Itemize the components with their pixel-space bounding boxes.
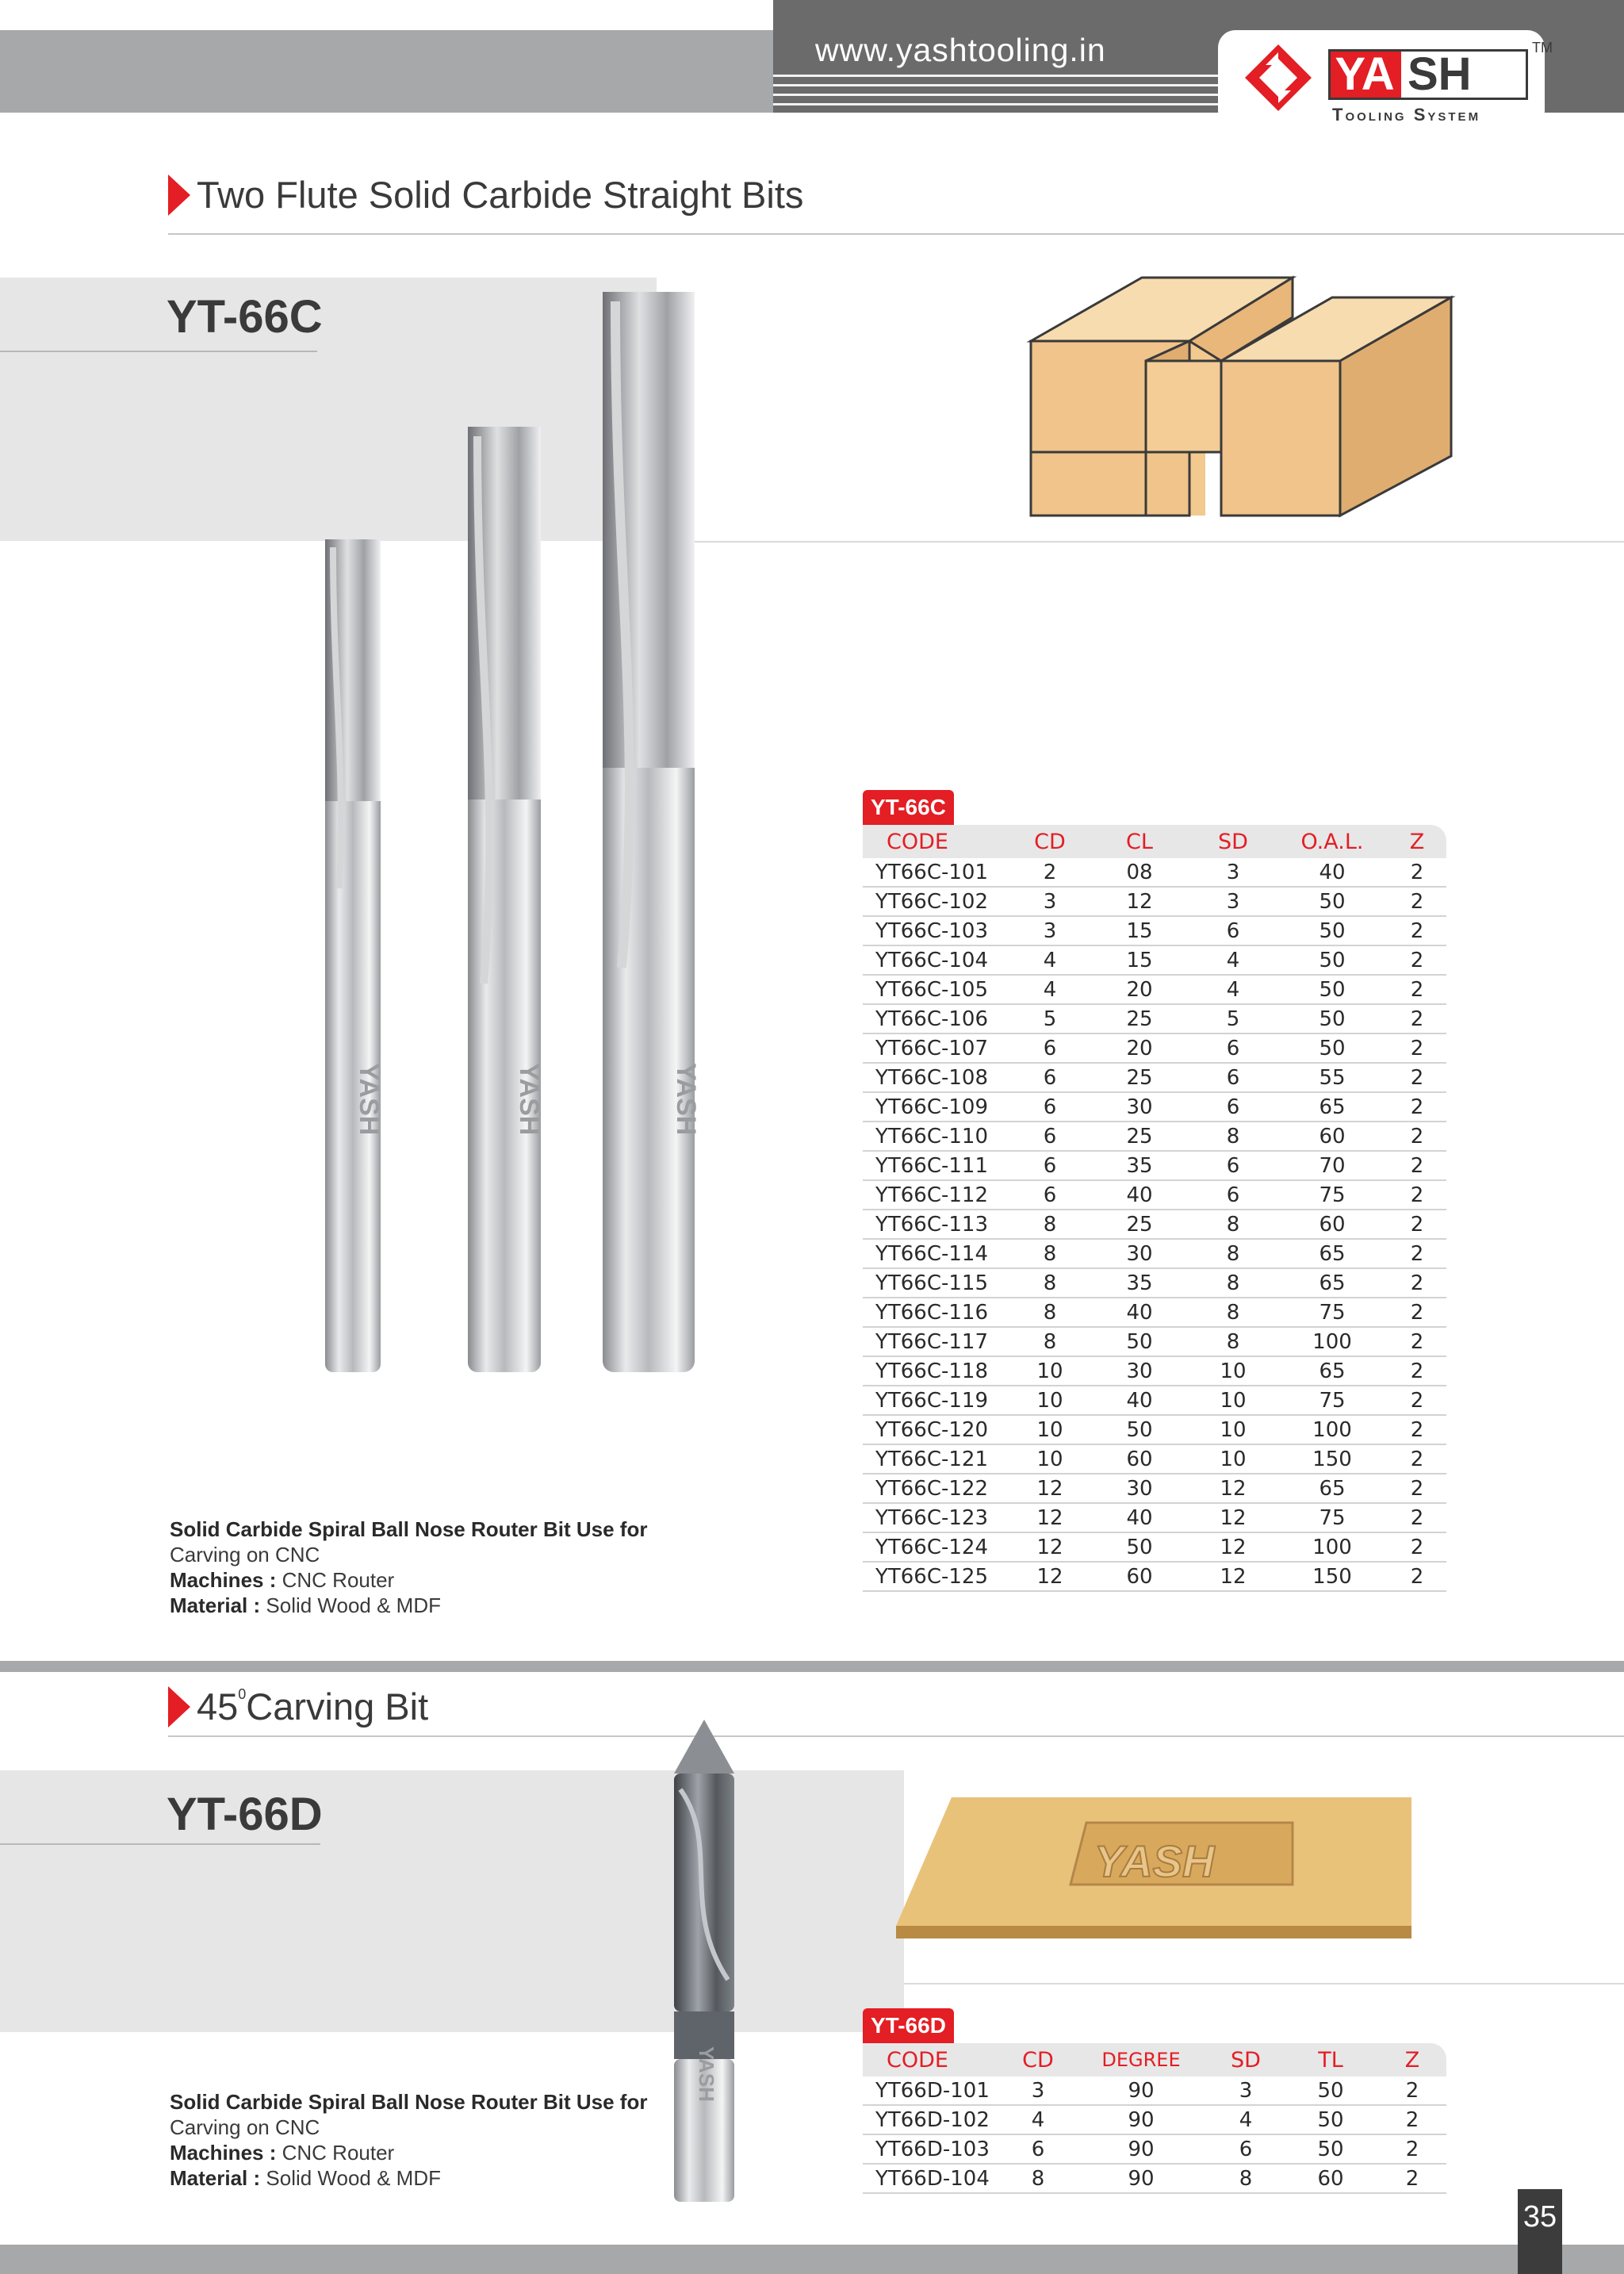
table-row (863, 1298, 1446, 1327)
product-description (170, 1517, 647, 1618)
table-cell: 2 (1378, 2077, 1446, 2105)
table-cell: 5 (1010, 1004, 1090, 1033)
column-header: CL (1126, 829, 1153, 854)
board-carved-text: YASH (1094, 1836, 1215, 1886)
table-cell: 50 (1283, 2134, 1378, 2164)
product-code-cell: YT66C-111 (863, 1151, 1010, 1180)
table-cell: 2 (1388, 1386, 1446, 1415)
table-cell: 25 (1090, 1063, 1189, 1092)
table-cell: 2 (1388, 887, 1446, 916)
product-code-cell: YT66C-114 (863, 1239, 1010, 1268)
table-cell: 8 (1010, 1268, 1090, 1298)
table-cell: 2 (1378, 2134, 1446, 2164)
table-cell: 2 (1388, 1562, 1446, 1591)
product-code-cell: YT66C-118 (863, 1356, 1010, 1386)
table-row (863, 1151, 1446, 1180)
product-code-cell: YT66C-123 (863, 1503, 1010, 1532)
table-cell: 65 (1277, 1092, 1388, 1122)
table-cell: 10 (1189, 1356, 1277, 1386)
degree-symbol: 0 (238, 1686, 247, 1702)
table-cell: 2 (1388, 1210, 1446, 1239)
column-header: SD (1218, 829, 1248, 854)
column-header: Z (1409, 829, 1425, 854)
product-code-cell: YT66C-103 (863, 916, 1010, 945)
table-cell: 65 (1277, 1356, 1388, 1386)
table-row (863, 1356, 1446, 1386)
table-cell: 40 (1090, 1180, 1189, 1210)
section-marker-icon (168, 1686, 190, 1728)
table-cell: 12 (1189, 1503, 1277, 1532)
table-cell: 4 (1010, 975, 1090, 1004)
product-code-cell: YT66C-124 (863, 1532, 1010, 1562)
material-label: Material : (170, 1593, 261, 1617)
table-cell: 30 (1090, 1092, 1189, 1122)
table-cell: 12 (1189, 1532, 1277, 1562)
table-cell: 25 (1090, 1122, 1189, 1151)
table-row (863, 945, 1446, 975)
table-cell: 3 (1189, 858, 1277, 887)
header-stripe (773, 84, 1218, 86)
table-cell: 10 (1189, 1415, 1277, 1444)
table-cell: 6 (1010, 1033, 1090, 1063)
table-cell: 12 (1189, 1562, 1277, 1591)
panel-divider (904, 1983, 1624, 1984)
product-code-cell: YT66C-112 (863, 1180, 1010, 1210)
table-cell: 65 (1277, 1474, 1388, 1503)
panel-divider (657, 541, 1624, 543)
table-cell: 6 (1010, 1151, 1090, 1180)
table-row (863, 1239, 1446, 1268)
spec-table-yt66c (863, 825, 1446, 1592)
table-row (863, 1033, 1446, 1063)
table-cell: 6 (1010, 1092, 1090, 1122)
carving-bit-image (665, 1718, 744, 2210)
table-cell: 8 (1189, 1268, 1277, 1298)
table-cell: 2 (1388, 1180, 1446, 1210)
table-cell: 50 (1090, 1532, 1189, 1562)
table-cell: 60 (1277, 1122, 1388, 1151)
table-row (863, 1210, 1446, 1239)
table-cell: 70 (1277, 1151, 1388, 1180)
table-cell: 6 (1189, 1092, 1277, 1122)
product-code-cell: YT66C-106 (863, 1004, 1010, 1033)
table-cell: 60 (1283, 2164, 1378, 2193)
table-cell: 75 (1277, 1298, 1388, 1327)
table-cell: 2 (1388, 1298, 1446, 1327)
table-cell: 2 (1010, 858, 1090, 887)
table-cell: 3 (1002, 2077, 1074, 2105)
table-cell: 35 (1090, 1268, 1189, 1298)
machines-label: Machines : (170, 1568, 277, 1592)
trademark-symbol: TM (1532, 40, 1553, 56)
yash-logo-icon (1242, 41, 1315, 114)
table-cell: 50 (1277, 1004, 1388, 1033)
header-stripe (773, 75, 1218, 77)
table-cell: 4 (1010, 945, 1090, 975)
column-header: SD (1231, 2047, 1261, 2073)
product-code: YT-66C (167, 291, 323, 343)
table-cell: 55 (1277, 1063, 1388, 1092)
table-row (863, 2077, 1446, 2105)
table-cell: 15 (1090, 916, 1189, 945)
product-code-cell: YT66D-103 (863, 2134, 1002, 2164)
table-cell: 50 (1277, 887, 1388, 916)
straight-bits-image (301, 286, 745, 1380)
table-cell: 4 (1002, 2105, 1074, 2134)
column-header: O.A.L. (1300, 829, 1364, 854)
table-cell: 100 (1277, 1327, 1388, 1356)
table-cell: 6 (1189, 1151, 1277, 1180)
section-title-text: Carving Bit (246, 1685, 429, 1728)
table-cell: 8 (1010, 1210, 1090, 1239)
table-cell: 6 (1010, 1122, 1090, 1151)
section-divider (168, 1735, 1624, 1737)
table-cell: 3 (1010, 916, 1090, 945)
table-cell: 20 (1090, 1033, 1189, 1063)
table-cell: 30 (1090, 1356, 1189, 1386)
table-row (863, 1474, 1446, 1503)
table-cell: 90 (1074, 2164, 1208, 2193)
table-cell: 3 (1208, 2077, 1283, 2105)
table-cell: 10 (1010, 1444, 1090, 1474)
machines-label: Machines : (170, 2141, 277, 2165)
header-stripe (773, 103, 1218, 105)
table-cell: 2 (1388, 1415, 1446, 1444)
header-stripe (773, 94, 1218, 96)
table-cell: 2 (1388, 1004, 1446, 1033)
table-row (863, 1180, 1446, 1210)
shank-brand-text: YASH (671, 1063, 701, 1136)
table-cell: 2 (1388, 1327, 1446, 1356)
table-cell: 12 (1010, 1503, 1090, 1532)
column-header: CODE (887, 2047, 948, 2073)
column-header: TL (1318, 2047, 1343, 2073)
section-separator (0, 1661, 1624, 1672)
table-row (863, 975, 1446, 1004)
table-cell: 10 (1010, 1356, 1090, 1386)
table-cell: 2 (1388, 975, 1446, 1004)
product-code-cell: YT66C-107 (863, 1033, 1010, 1063)
table-cell: 10 (1010, 1415, 1090, 1444)
table-cell: 12 (1090, 887, 1189, 916)
material-value: Solid Wood & MDF (266, 2166, 441, 2190)
product-code-cell: YT66C-101 (863, 858, 1010, 887)
section-marker-icon (168, 174, 190, 216)
table-cell: 50 (1277, 1033, 1388, 1063)
table-cell: 50 (1277, 945, 1388, 975)
table-cell: 2 (1388, 1503, 1446, 1532)
table-cell: 90 (1074, 2105, 1208, 2134)
table-cell: 40 (1090, 1503, 1189, 1532)
table-cell: 50 (1277, 975, 1388, 1004)
product-code-cell: YT66C-119 (863, 1386, 1010, 1415)
table-cell: 50 (1283, 2077, 1378, 2105)
table-cell: 5 (1189, 1004, 1277, 1033)
table-cell: 8 (1189, 1239, 1277, 1268)
header-band-left (0, 30, 773, 113)
table-row (863, 1503, 1446, 1532)
table-cell: 65 (1277, 1239, 1388, 1268)
product-code-cell: YT66C-117 (863, 1327, 1010, 1356)
table-cell: 60 (1090, 1562, 1189, 1591)
table-cell: 08 (1090, 858, 1189, 887)
table-cell: 6 (1189, 1033, 1277, 1063)
footer-band (0, 2245, 1624, 2274)
table-cell: 65 (1277, 1268, 1388, 1298)
table-tag: YT-66D (863, 2008, 954, 2043)
table-cell: 100 (1277, 1415, 1388, 1444)
spec-table-yt66d (863, 2043, 1446, 2194)
description-heading: Solid Carbide Spiral Ball Nose Router Bit Use for (170, 1517, 648, 1541)
product-code-cell: YT66C-104 (863, 945, 1010, 975)
logo-frame (1328, 49, 1528, 100)
table-row (863, 2164, 1446, 2193)
table-row (863, 858, 1446, 887)
table-cell: 2 (1378, 2164, 1446, 2193)
table-row (863, 887, 1446, 916)
table-cell: 6 (1010, 1180, 1090, 1210)
table-cell: 6 (1208, 2134, 1283, 2164)
table-cell: 2 (1388, 1474, 1446, 1503)
table-cell: 12 (1010, 1532, 1090, 1562)
product-code-cell: YT66C-116 (863, 1298, 1010, 1327)
table-row (863, 1532, 1446, 1562)
table-cell: 2 (1388, 1092, 1446, 1122)
code-underline (0, 1843, 320, 1845)
table-row (863, 1268, 1446, 1298)
table-cell: 20 (1090, 975, 1189, 1004)
section-title: Two Flute Solid Carbide Straight Bits (197, 174, 804, 216)
table-cell: 75 (1277, 1386, 1388, 1415)
table-cell: 2 (1388, 916, 1446, 945)
table-cell: 3 (1010, 887, 1090, 916)
table-cell: 50 (1090, 1327, 1189, 1356)
table-cell: 3 (1189, 887, 1277, 916)
logo-text-ya: YA (1328, 49, 1401, 100)
table-cell: 15 (1090, 945, 1189, 975)
table-cell: 6 (1010, 1063, 1090, 1092)
product-code-cell: YT66D-102 (863, 2105, 1002, 2134)
table-cell: 90 (1074, 2134, 1208, 2164)
table-cell: 6 (1002, 2134, 1074, 2164)
table-cell: 2 (1388, 1151, 1446, 1180)
table-cell: 8 (1010, 1298, 1090, 1327)
table-cell: 6 (1189, 1180, 1277, 1210)
table-cell: 60 (1277, 1210, 1388, 1239)
table-cell: 2 (1388, 1356, 1446, 1386)
table-cell: 75 (1277, 1180, 1388, 1210)
table-tag: YT-66C (863, 790, 954, 825)
product-code-cell: YT66C-109 (863, 1092, 1010, 1122)
table-row (863, 2134, 1446, 2164)
table-cell: 35 (1090, 1151, 1189, 1180)
logo-text-sh: SH (1401, 49, 1528, 100)
material-value: Solid Wood & MDF (266, 1593, 441, 1617)
table-cell: 25 (1090, 1004, 1189, 1033)
table-cell: 40 (1090, 1386, 1189, 1415)
table-cell: 40 (1277, 858, 1388, 887)
table-cell: 8 (1189, 1327, 1277, 1356)
shank-brand-text: YASH (354, 1063, 384, 1136)
wood-groove-illustration (1023, 262, 1467, 523)
product-code-cell: YT66C-108 (863, 1063, 1010, 1092)
table-row (863, 916, 1446, 945)
table-cell: 75 (1277, 1503, 1388, 1532)
table-cell: 150 (1277, 1562, 1388, 1591)
table-cell: 8 (1189, 1210, 1277, 1239)
product-code-cell: YT66C-105 (863, 975, 1010, 1004)
table-cell: 8 (1002, 2164, 1074, 2193)
table-cell: 8 (1010, 1239, 1090, 1268)
table-row (863, 1122, 1446, 1151)
table-cell: 8 (1189, 1122, 1277, 1151)
table-row (863, 1092, 1446, 1122)
table-cell: 100 (1277, 1532, 1388, 1562)
table-header-row (863, 825, 1446, 858)
table-cell: 2 (1388, 1532, 1446, 1562)
table-row (863, 1004, 1446, 1033)
table-cell: 10 (1010, 1386, 1090, 1415)
product-code-cell: YT66C-102 (863, 887, 1010, 916)
table-cell: 30 (1090, 1239, 1189, 1268)
product-code-cell: YT66C-120 (863, 1415, 1010, 1444)
table-cell: 50 (1277, 916, 1388, 945)
table-row (863, 1444, 1446, 1474)
table-cell: 60 (1090, 1444, 1189, 1474)
column-header: DEGREE (1101, 2049, 1181, 2071)
table-cell: 10 (1189, 1444, 1277, 1474)
machines-value: CNC Router (282, 2141, 395, 2165)
table-cell: 30 (1090, 1474, 1189, 1503)
table-cell: 2 (1388, 858, 1446, 887)
table-cell: 90 (1074, 2077, 1208, 2105)
column-header: Z (1404, 2047, 1420, 2073)
section-title (197, 1685, 428, 1728)
table-row (863, 1386, 1446, 1415)
machines-value: CNC Router (282, 1568, 395, 1592)
logo-tagline: Tooling System (1332, 105, 1481, 125)
table-cell: 10 (1189, 1386, 1277, 1415)
table-row (863, 1562, 1446, 1591)
table-cell: 8 (1189, 1298, 1277, 1327)
table-cell: 2 (1388, 945, 1446, 975)
table-cell: 2 (1388, 1239, 1446, 1268)
material-label: Material : (170, 2166, 261, 2190)
product-code-cell: YT66C-115 (863, 1268, 1010, 1298)
table-cell: 4 (1208, 2105, 1283, 2134)
product-code-cell: YT66C-125 (863, 1562, 1010, 1591)
section-divider (168, 233, 1624, 235)
website-url[interactable]: www.yashtooling.in (815, 32, 1106, 68)
table-cell: 2 (1388, 1122, 1446, 1151)
table-cell: 2 (1378, 2105, 1446, 2134)
product-code-cell: YT66C-110 (863, 1122, 1010, 1151)
table-cell: 12 (1189, 1474, 1277, 1503)
table-cell: 6 (1189, 1063, 1277, 1092)
table-header-row (863, 2043, 1446, 2077)
table-cell: 2 (1388, 1444, 1446, 1474)
table-cell: 2 (1388, 1033, 1446, 1063)
description-line: Carving on CNC (170, 1543, 320, 1566)
shank-brand-text: YASH (695, 2046, 718, 2102)
table-cell: 6 (1189, 916, 1277, 945)
table-cell: 8 (1010, 1327, 1090, 1356)
table-row (863, 2105, 1446, 2134)
product-code-cell: YT66C-122 (863, 1474, 1010, 1503)
angle-value: 45 (197, 1685, 239, 1728)
product-code-cell: YT66D-101 (863, 2077, 1002, 2105)
product-code-panel (0, 1770, 904, 2032)
table-cell: 8 (1208, 2164, 1283, 2193)
shank-brand-text: YASH (514, 1063, 544, 1136)
description-heading: Solid Carbide Spiral Ball Nose Router Bit Use for (170, 2090, 648, 2114)
page-number: 35 (1518, 2189, 1562, 2274)
description-line: Carving on CNC (170, 2115, 320, 2139)
product-code-cell: YT66D-104 (863, 2164, 1002, 2193)
table-cell: 40 (1090, 1298, 1189, 1327)
product-code: YT-66D (167, 1789, 323, 1840)
product-description (170, 2089, 647, 2191)
table-cell: 2 (1388, 1268, 1446, 1298)
product-code-cell: YT66C-113 (863, 1210, 1010, 1239)
table-cell: 50 (1283, 2105, 1378, 2134)
table-cell: 2 (1388, 1063, 1446, 1092)
table-cell: 4 (1189, 975, 1277, 1004)
table-cell: 12 (1010, 1474, 1090, 1503)
column-header: CODE (887, 829, 948, 854)
column-header: CD (1034, 829, 1066, 854)
table-cell: 25 (1090, 1210, 1189, 1239)
table-row (863, 1327, 1446, 1356)
table-cell: 150 (1277, 1444, 1388, 1474)
table-cell: 12 (1010, 1562, 1090, 1591)
code-underline (0, 351, 317, 352)
column-header: CD (1022, 2047, 1054, 2073)
table-cell: 4 (1189, 945, 1277, 975)
table-row (863, 1415, 1446, 1444)
product-code-cell: YT66C-121 (863, 1444, 1010, 1474)
table-cell: 50 (1090, 1415, 1189, 1444)
table-row (863, 1063, 1446, 1092)
